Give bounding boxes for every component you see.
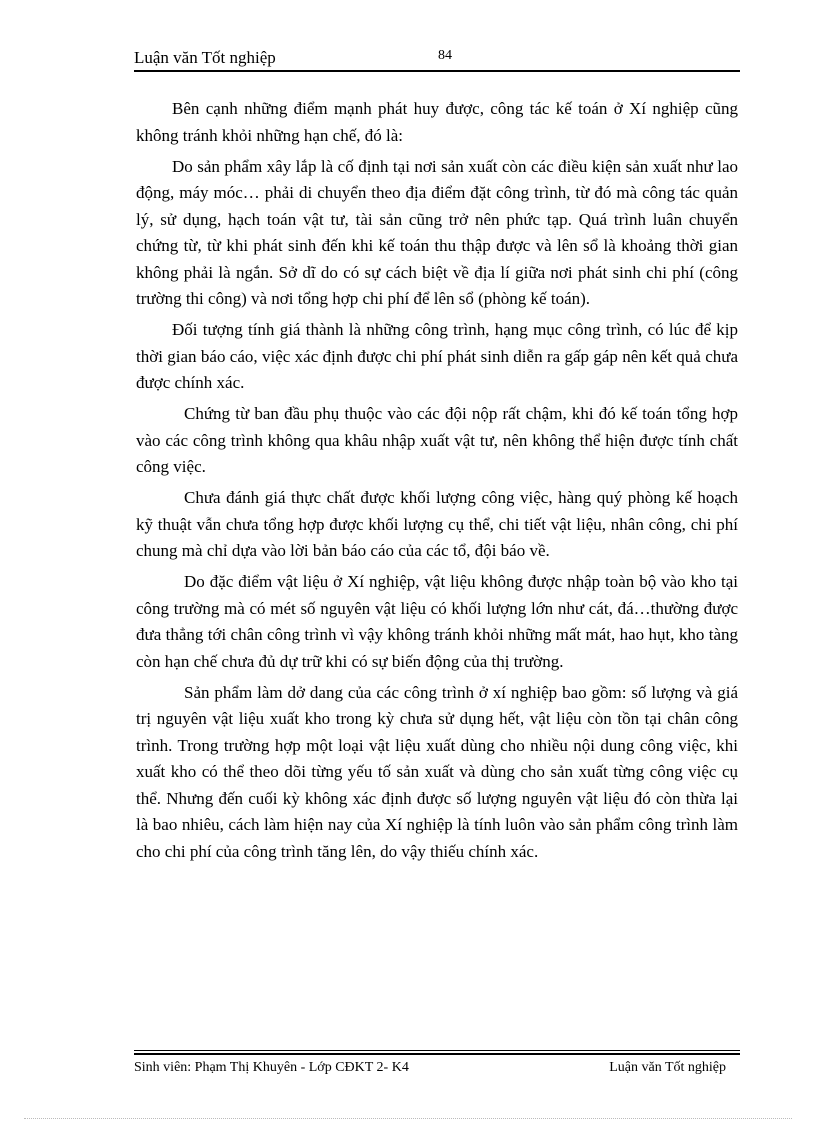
header-title: Luận văn Tốt nghiệp <box>134 48 276 67</box>
paragraph-7: Sản phẩm làm dở dang của các công trình ở xí nghiệp bao gồm: số lượng và giá trị nguyên vật liệu xuất kho trong kỳ chưa sử dụng hết, vật liệu còn tồn tại chân công trình. Trong trường hợp một loại vật liệu xuất dùng cho nhiều nội dung công việc, khi xuất kho có thể theo dõi từng yếu tố sản xuất và dùng cho sản xuất từng công việc cụ thể. Nhưng đến cuối kỳ không xác định được số lượng nguyên vật liệu đó còn thừa lại là bao nhiêu, cách làm hiện nay của Xí nghiệp là tính luôn vào sản phẩm công trình làm cho chi phí của công trình tăng lên, do vậy thiếu chính xác. <box>136 682 738 861</box>
paragraph-3: Đối tượng tính giá thành là những công trình, hạng mục công trình, có lúc để kịp thời gian báo cáo, việc xác định được chi phí phát sinh diễn ra gấp gáp nên kết quả chưa được chính xác. <box>136 320 738 392</box>
page-number: 84 <box>438 48 452 63</box>
page-edge-line <box>24 1118 792 1119</box>
page-header <box>134 40 740 72</box>
header-rule <box>134 70 740 72</box>
document-body <box>136 96 738 870</box>
paragraph-2: Do sản phẩm xây lắp là cố định tại nơi sản xuất còn các điều kiện sản xuất như lao động, máy móc… phải di chuyển theo địa điểm đặt công trình, từ đó mà công tác quản lý, sử dụng, hạch toán vật tư, tài sản cũng trở nên phức tạp. Quá trình luân chuyển chứng từ, từ khi phát sinh đến khi kế toán thu thập được và lên sổ là khoảng thời gian không phải là ngắn. Sở dĩ do có sự cách biệt về địa lí giữa nơi phát sinh chi phí (công trường thi công) và nơi tổng hợp chi phí để lên sổ (phòng kế toán). <box>136 156 738 308</box>
paragraph-6: Do đặc điểm vật liệu ở Xí nghiệp, vật liệu không được nhập toàn bộ vào kho tại công trường mà có mét số nguyên vật liệu có khối lượng lớn như cát, đá…thường được đưa thẳng tới chân công trình vì vậy không tránh khỏi những mất mát, hao hụt, kho tàng còn hạn chế chưa đủ dự trữ khi có sự biến động của thị trường. <box>136 572 738 671</box>
page-footer <box>134 1050 740 1080</box>
footer-title: Luận văn Tốt nghiệp <box>609 1060 726 1075</box>
footer-rule-thick <box>134 1053 740 1055</box>
footer-rule-thin <box>134 1050 740 1051</box>
paragraph-1: Bên cạnh những điểm mạnh phát huy được, công tác kế toán ở Xí nghiệp cũng không tránh khỏi những hạn chế, đó là: <box>136 99 738 145</box>
footer-student-info: Sinh viên: Phạm Thị Khuyên - Lớp CĐKT 2- K4 <box>134 1060 409 1075</box>
paragraph-4: Chứng từ ban đầu phụ thuộc vào các đội nộp rất chậm, khi đó kế toán tổng hợp vào các công trình không qua khâu nhập xuất vật tư, nên không thể hiện được tính chất công việc. <box>136 404 738 476</box>
paragraph-5: Chưa đánh giá thực chất được khối lượng công việc, hàng quý phòng kế hoạch kỹ thuật vẫn chưa tổng hợp được khối lượng cụ thể, chi tiết vật liệu, nhân công, chi phí chung mà chỉ dựa vào lời bản báo cáo của các tổ, đội báo về. <box>136 488 738 560</box>
